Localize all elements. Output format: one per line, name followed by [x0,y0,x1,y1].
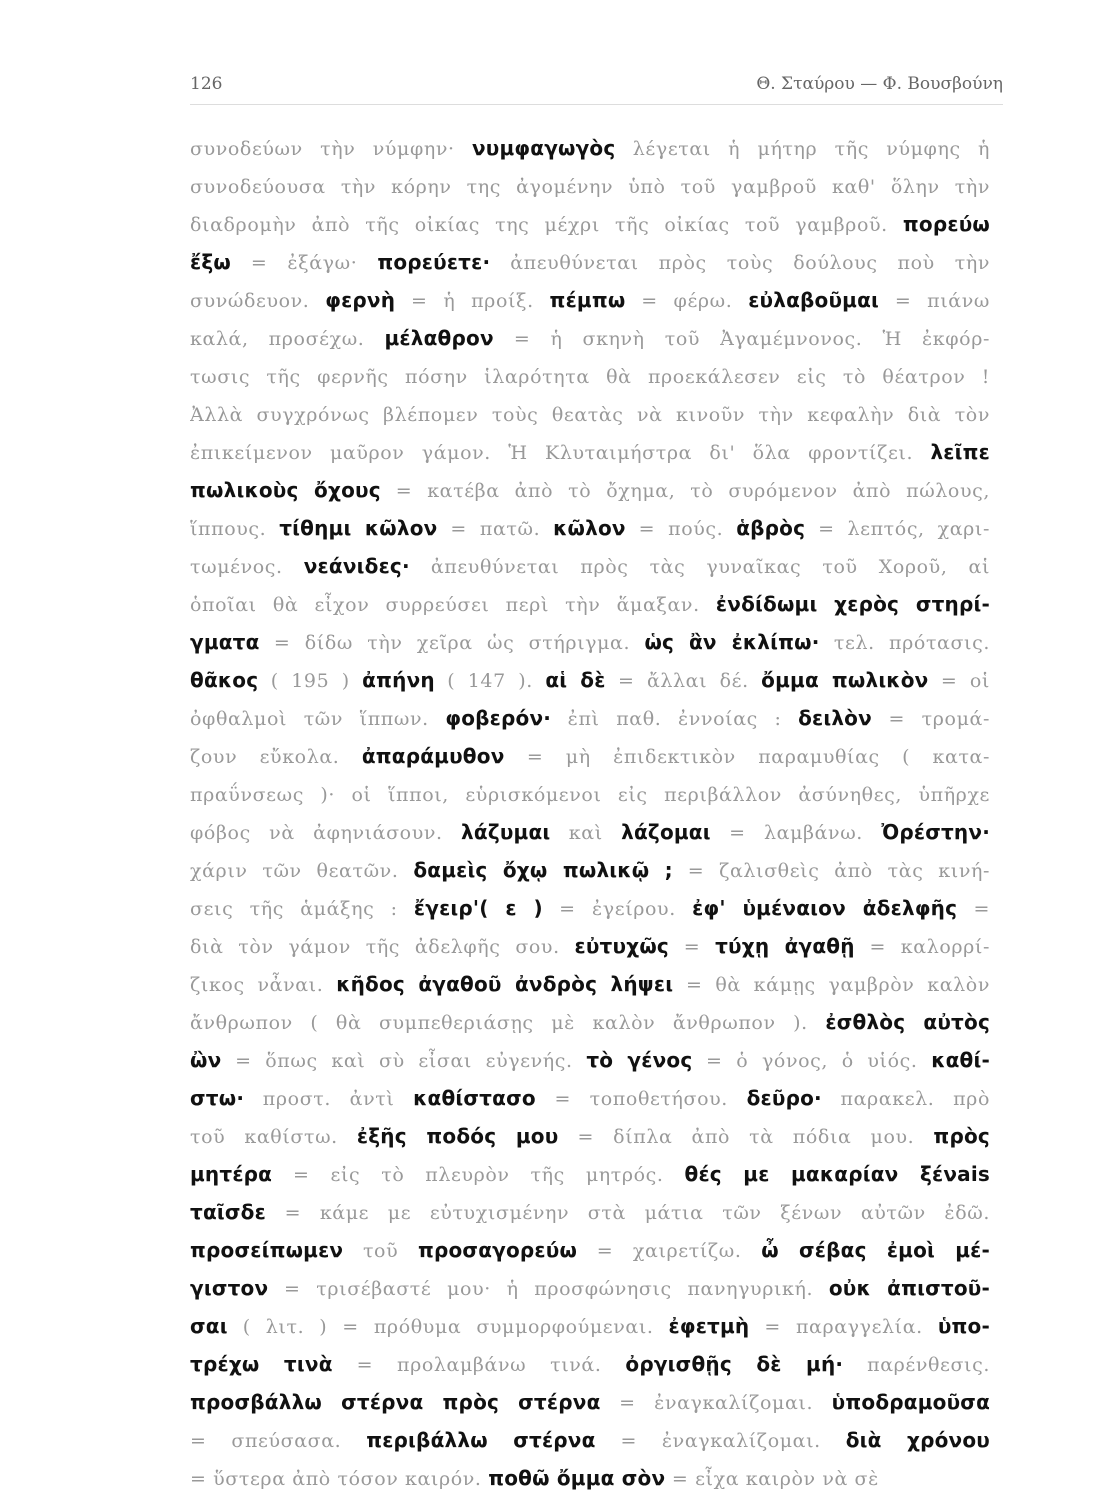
text-line [190,1458,990,1496]
lemma-term: διὰ χρόνου [845,1428,990,1452]
text-line [190,1040,990,1078]
gloss-text: = δίπλα ἀπὸ τὰ πόδια μου. [558,1126,934,1148]
gloss-text: = ἐναγκαλίζομαι. [600,1392,832,1414]
lemma-term: κῶλον [553,516,626,540]
lemma-term: ἁβρὸς [736,516,806,540]
gloss-text: παρένθεσις. [843,1354,990,1376]
gloss-text: = πούς. [625,518,737,540]
running-head: Θ. Σταύρου — Φ. Βουσβούνη [756,74,1003,94]
text-line [190,432,990,470]
gloss-text: τοῦ [343,1240,418,1262]
lemma-term: ὄμμα πωλικὸν [761,668,929,692]
gloss-text: προστ. ἀντὶ [244,1088,414,1110]
lemma-term: ὀργισθῇς δὲ μή· [625,1352,844,1376]
lemma-term: προσείπωμεν [190,1238,344,1262]
gloss-text: ἄνθρωπον ( θὰ συμπεθεριάσῃς μὲ καλὸν ἄνθρωπον ). [190,1012,826,1034]
gloss-text: = εἰς τὸ πλευρὸν τῆς μητρός. [272,1164,685,1186]
lemma-term: δεῦρο· [746,1086,822,1110]
gloss-text: ζικος νἆναι. [190,974,337,996]
gloss-text: ἵππους. [190,518,280,540]
lemma-term: ταῖσδε [190,1200,266,1224]
lemma-term: μητέρα [190,1162,273,1186]
gloss-text: = χαιρετίζω. [577,1240,762,1262]
gloss-text: ὀφθαλμοὶ τῶν ἵππων. [190,708,446,730]
gloss-text: τελ. πρότασις. [819,632,990,654]
glossary-text [190,128,990,1496]
lemma-term: φερνὴ [325,288,396,312]
lemma-term: σαι [190,1314,228,1338]
lemma-term: εὐτυχῶς [574,934,669,958]
lemma-term: ἐξῆς ποδός μου [356,1124,559,1148]
gloss-text: τωμένος. [190,556,304,578]
lemma-term: ἀπαράμυθον [361,744,505,768]
text-line [190,1344,990,1382]
text-line [190,204,990,242]
gloss-text: πραΰνσεως )· οἱ ἵπποι, εὑρισκόμενοι εἰς περιβάλλον ἀσύνηθες, ὑπῆρχε [190,784,990,806]
lemma-term: πρὸς [933,1124,990,1148]
lemma-term: φοβερόν· [445,706,552,730]
gloss-text: διὰ τὸν γάμον τῆς ἀδελφῆς σου. [190,936,575,958]
gloss-text: = ἐξάγω· [230,252,378,274]
lemma-term: εὐλαβοῦμαι [748,288,880,312]
text-line [190,280,990,318]
lemma-term: δαμεὶς ὄχῳ πωλικῷ ; [413,858,673,882]
gloss-text: = τρισέβαστέ μου· ἡ προσφώνησις πανηγυρική. [268,1278,829,1300]
lemma-term: ἐνδίδωμι χερὸς στηρί- [715,592,990,616]
gloss-text: = ὁ γόνος, ὁ υἱός. [692,1050,932,1072]
text-line [190,356,990,394]
text-line [190,546,990,584]
gloss-text: παρακελ. πρὸ [821,1088,990,1110]
gloss-text: = τοποθετήσου. [535,1088,747,1110]
gloss-text: καλά, προσέχω. [190,328,385,350]
lemma-term: περιβάλλω στέρνα [366,1428,596,1452]
gloss-text: = τρομά- [871,708,990,730]
lemma-term: ἐσθλὸς αὐτὸς [825,1010,990,1034]
lemma-term: προσαγορεύω [417,1238,578,1262]
page-number: 126 [190,74,223,94]
gloss-text: = ἡ προίξ. [395,290,550,312]
gloss-text: ἀπευθύνεται πρὸς τὰς γυναῖκας τοῦ Χοροῦ, αἱ [409,556,990,578]
text-line [190,622,990,660]
lemma-term: πορεύω [902,212,990,236]
gloss-text: = θὰ κάμῃς γαμβρὸν καλὸν [673,974,990,996]
text-line [190,242,990,280]
text-line [190,1078,990,1116]
gloss-text: = ἡ σκηνὴ τοῦ Ἀγαμέμνονος. Ἡ ἐκφόρ- [493,328,990,350]
lemma-term: δειλὸν [798,706,872,730]
gloss-text: σεις τῆς ἁμάξης : [190,898,414,920]
lemma-term: ὡς ἂν ἐκλίπω· [644,630,820,654]
lemma-term: νεάνιδες· [303,554,410,578]
gloss-text: ( 147 ). [434,670,546,692]
gloss-text: ὁποῖαι θὰ εἶχον συρρεύσει περὶ τὴν ἅμαξαν. [190,594,716,616]
lemma-term: νυμφαγωγὸς [471,136,616,160]
gloss-text: = ὕστερα ἀπὸ τόσον καιρόν. [190,1468,489,1490]
lemma-term: ἔγειρ'( ε ) [413,896,543,920]
gloss-text: = εἶχα καιρὸν νὰ σὲ [665,1468,879,1490]
text-line [190,166,990,204]
lemma-term: ἔξω [190,250,231,274]
text-line [190,736,990,774]
gloss-text: ( λιτ. ) = πρόθυμα συμμορφούμεναι. [227,1316,669,1338]
text-line [190,1154,990,1192]
gloss-text: = κατέβα ἀπὸ τὸ ὄχημα, τὸ συρόμενον ἀπὸ πώλους, [380,480,990,502]
gloss-text: ( 195 ) [258,670,363,692]
gloss-text: ἐπικείμενον μαῦρον γάμον. Ἡ Κλυταιμήστρα δι' ὅλα φροντίζει. [190,442,931,464]
gloss-text: = καλορρί- [854,936,990,958]
lemma-term: τίθημι κῶλον [279,516,438,540]
text-line [190,470,990,508]
gloss-text: διαδρομὴν ἀπὸ τῆς οἰκίας της μέχρι τῆς οἰκίας τοῦ γαμβροῦ. [190,214,903,236]
lemma-term: καθίστασο [413,1086,536,1110]
text-line [190,850,990,888]
gloss-text: τοῦ καθίστω. [190,1126,357,1148]
gloss-text: = φέρω. [625,290,749,312]
lemma-term: θές με μακαρίαν ξένais [684,1162,990,1186]
text-line [190,584,990,622]
lemma-term: ἀπήνη [362,668,435,692]
lemma-term: λάζομαι [621,820,711,844]
lemma-term: πορεύετε· [377,250,491,274]
lemma-term: λεῖπε [930,440,990,464]
gloss-text: συνοδεύων τὴν νύμφην· [190,138,472,160]
lemma-term: θᾶκος [190,668,259,692]
gloss-text: ἐπὶ παθ. ἐννοίας : [551,708,799,730]
text-line [190,1420,990,1458]
gloss-text: = λεπτός, χαρι- [805,518,990,540]
lemma-term: γιστον [190,1276,269,1300]
text-line [190,774,990,812]
gloss-text: χάριν τῶν θεατῶν. [190,860,414,882]
text-line [190,888,990,926]
gloss-text: ἀπευθύνεται πρὸς τοὺς δούλους ποὺ τὴν [490,252,990,274]
gloss-text: = ἐγείρου. [542,898,693,920]
gloss-text: = κάμε με εὐτυχισμένην στὰ μάτια τῶν ξένων αὐτῶν ἐδῶ. [265,1202,990,1224]
text-line [190,318,990,356]
gloss-text: τωσις τῆς φερνῆς πόσην ἱλαρότητα θὰ προεκάλεσεν εἰς τὸ θέατρον ! [190,366,990,388]
lemma-term: πωλικοὺς ὄχους [190,478,381,502]
lemma-term: μέλαθρον [384,326,494,350]
lemma-term: ἐφετμὴ [668,1314,750,1338]
gloss-text: συνοδεύουσα τὴν κόρην της ἀγομένην ὑπὸ τοῦ γαμβροῦ καθ' ὅλην τὴν [190,176,990,198]
lemma-term: στω· [190,1086,245,1110]
gloss-text: λέγεται ἡ μήτηρ τῆς νύμφης ἡ [615,138,990,160]
lemma-term: οὐκ ἀπιστοῦ- [828,1276,990,1300]
lemma-term: ὑποδραμοῦσα [831,1390,990,1414]
text-line [190,1382,990,1420]
text-line [190,1268,990,1306]
text-line [190,128,990,166]
gloss-text: = ὅπως καὶ σὺ εἶσαι εὐγενής. [221,1050,587,1072]
lemma-term: ὑπο- [937,1314,990,1338]
gloss-text: = ἄλλαι δέ. [605,670,762,692]
lemma-term: ποθῶ ὄμμα σὸν [488,1466,666,1490]
text-line [190,1230,990,1268]
lemma-term: ἐφ' ὑμέναιον ἀδελφῆς [692,896,958,920]
gloss-text: = οἱ [928,670,990,692]
text-line [190,964,990,1002]
gloss-text: = δίδω τὴν χεῖρα ὡς στήριγμα. [259,632,645,654]
gloss-text: ζουν εὔκολα. [190,746,362,768]
text-line [190,1192,990,1230]
text-line [190,660,990,698]
gloss-text: = πιάνω [879,290,990,312]
lemma-term: προσβάλλω στέρνα πρὸς στέρνα [190,1390,601,1414]
lemma-term: πέμπω [549,288,626,312]
lemma-term: τύχῃ ἀγαθῇ [715,934,855,958]
gloss-text: καὶ [550,822,622,844]
gloss-text: συνώδευον. [190,290,326,312]
gloss-text: = σπεύσασα. [190,1430,367,1452]
gloss-text: = λαμβάνω. [710,822,882,844]
header-rule [190,104,1003,105]
lemma-term: καθί- [931,1048,990,1072]
lemma-term: λάζυμαι [461,820,551,844]
gloss-text: = μὴ ἐπιδεκτικὸν παραμυθίας ( κατα- [504,746,990,768]
gloss-text: = πατῶ. [437,518,554,540]
gloss-text: Ἀλλὰ συγχρόνως βλέπομεν τοὺς θεατὰς νὰ κινοῦν τὴν κεφαλὴν διὰ τὸν [190,404,990,426]
lemma-term: κῆδος ἀγαθοῦ ἀνδρὸς λήψει [336,972,674,996]
text-line [190,394,990,432]
text-line [190,926,990,964]
lemma-term: Ὀρέστην· [881,820,990,844]
lemma-term: ὢν [190,1048,222,1072]
text-line [190,812,990,850]
gloss-text: = παραγγελία. [749,1316,938,1338]
gloss-text: = ζαλισθεὶς ἀπὸ τὰς κινή- [672,860,990,882]
text-line [190,698,990,736]
lemma-term: τὸ γένος [586,1048,693,1072]
gloss-text: = προλαμβάνω τινά. [332,1354,626,1376]
gloss-text: φόβος νὰ ἀφηνιάσουν. [190,822,462,844]
text-line [190,1002,990,1040]
gloss-text: = ἐναγκαλίζομαι. [595,1430,846,1452]
text-line [190,1306,990,1344]
gloss-text: = [957,898,990,920]
page-header [190,74,1003,104]
gloss-text: = [668,936,716,958]
lemma-term: γματα [190,630,260,654]
text-line [190,508,990,546]
lemma-term: ὦ σέβας ἐμοὶ μέ- [761,1238,990,1262]
text-line [190,1116,990,1154]
lemma-term: αἱ δὲ [545,668,606,692]
lemma-term: τρέχω τινὰ [190,1352,333,1376]
